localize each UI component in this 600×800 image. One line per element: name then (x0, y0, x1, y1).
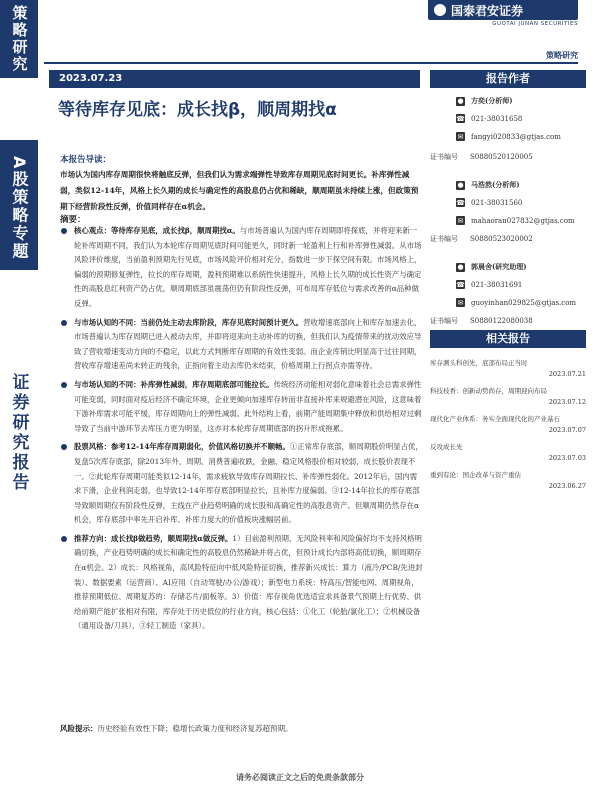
summary-bullet-style (56, 440, 424, 528)
cert-label: 证书编号 (430, 153, 458, 161)
author-name-row (456, 262, 527, 272)
guide-text: 市场认为国内库存周期很快将触底反弹，但我们认为需求端弹性导致库存周期见底时间更长。补库弹性减弱，类似12-14年，风格上长久期的成长与确定性的高股息仍占优和稀缺，顺周期虽未持续上涨，但政策预期下经营阶段性反弹，价值同样存在α机会。 (60, 170, 419, 211)
related-report-date: 2023.07.07 (548, 426, 586, 434)
related-report-title[interactable]: 现代化产业体系：务实全面现代化的产业基石 (430, 415, 560, 423)
logo-mark-icon (434, 4, 446, 16)
person-icon: ● (457, 263, 464, 271)
cert-number: S0880523020002 (470, 235, 533, 243)
bullet-text: 1）目前盈利预期、无风险利率和风险偏好均不支持风格明确切换，产业趋势明确的成长和确定性的高股息仍然稀缺并将占优，但预计成长内部将高低切换，顺周期存在α机会。2）成长：风格视角，高风险特征向中低风险特征切换，推荐新兴成长：算力（液冷/PCB/先进封装）、数据要素（运营商）、AI应用（自动驾驶/办公/游戏）；新型电力系统：特高压/智能电网、周期视角，推荐预期低位、周期复苏的：存储芯片/面板等。3）价值：库存视角优选适宜求具备景气预期上行优势、供给前期产能扩张相对有限，库存处于历史低位的行业方向，核心包括：①化工（轮胎/氯化工）；②机械设备（通用设备/刀具）、③轻工制造（家具）。 (74, 533, 423, 631)
related-report-item[interactable] (430, 470, 586, 492)
logo-chinese-name: 国泰君安证券 (451, 3, 524, 18)
author-name-row (456, 96, 513, 106)
related-reports-panel (430, 330, 586, 498)
author-card (430, 260, 586, 340)
related-report-title[interactable]: 库存测头科创先，底部布局正当时 (430, 359, 528, 367)
authors-panel (430, 70, 586, 340)
author-email[interactable]: mahaoran027832@gtjas.com (471, 216, 575, 225)
person-icon: ● (457, 97, 464, 105)
related-report-title[interactable]: 重到有论：国企改革与资产重估 (430, 471, 521, 479)
phone-icon: ☎ (456, 280, 465, 289)
author-email-row[interactable] (456, 298, 576, 307)
bullet-text: 与市场普遍认为国内库存周期即将探底，并将迎来新一轮补库周期不同，我们认为本轮库存周期见底时间可能更久，同时新一轮盈利上行和补库弹性减弱。从市场风险评价维度，当前盈利预期先行见底，市场风险评价相对充分，指数进一步下探空间有限。市场风格上，偏弱的预期修复弹性，拉长的库存周期，盈利预期难以系统性快速提升，风格上长久期的成长性资产与确定性的高股息红利资产仍占优，顺周期底部虽震荡但仍有阶段性反弹，可布局库存低位与需求改善的α品种做反弹。 (74, 226, 422, 308)
bullet-text: 营收增速底部向上和库存加速去化，市场普遍认为库存周期已进入被动去库，并即将迎来向主动补库的切换，但我们认为疫情带来的扰动效应导致了营收增速变动方向的不稳定，以此方式判断库存周期的有效性变弱。而企业库销比明显高于过往同期，营收库存增速差尚未转正的残余，正指向着主动去库仍未结束，价格周期上行拐点亦需等待。 (74, 317, 422, 371)
author-phone: 021-38031658 (471, 114, 523, 123)
authors-heading: 报告作者 (430, 70, 586, 88)
author-email[interactable]: fangyi020833@gtjas.com (471, 132, 561, 141)
related-report-title[interactable]: 科技枝香：创新动势尚存，周期迎向布局 (430, 387, 547, 395)
phone-icon: ☎ (456, 198, 465, 207)
risk-label: 风险提示： (60, 724, 98, 733)
phone-icon: ☎ (456, 114, 465, 123)
risk-text: 历史经验有效性下降；稳增长政策力度和经济复苏超预期。 (97, 724, 293, 733)
risk-warning (60, 722, 420, 736)
summary-bullet-core (56, 224, 424, 312)
author-cert-row (430, 234, 533, 244)
sidebar-category-label: 策略研究 (0, 0, 38, 78)
author-phone: 021-38031560 (471, 198, 523, 207)
person-icon: ● (457, 181, 464, 189)
author-phone-row (456, 114, 522, 123)
author-cert-row (430, 152, 533, 162)
author-email-row[interactable] (456, 216, 575, 225)
cert-label: 证书编号 (430, 235, 458, 243)
sidebar-report-type-label: 证券研究报告 (0, 370, 38, 495)
report-date: 2023.07.23 (49, 70, 420, 88)
related-report-item[interactable] (430, 414, 586, 436)
related-report-date: 2023.06.27 (548, 482, 586, 490)
bullet-lead: 核心观点：等待库存见底，成长找β，顺周期找α。 (74, 226, 240, 235)
summary-label: 摘要： (60, 215, 86, 225)
author-name: 郭晨舍(研究助理) (471, 262, 527, 271)
author-name: 方奕(分析师) (471, 96, 513, 105)
related-report-date: 2023.07.21 (548, 370, 586, 378)
page-header (38, 0, 600, 48)
author-phone: 021-38031691 (471, 280, 523, 289)
related-report-title[interactable]: 反攻成长先 (430, 443, 463, 451)
summary-bullet-difference-1 (56, 316, 424, 374)
author-phone-row (456, 198, 522, 207)
sidebar-series-label: A股策略专题 (0, 140, 38, 270)
bullet-lead: 股票风格：参考12-14年库存周期弱化，价值风格切换并不顺畅。 (74, 442, 290, 452)
bullet-lead: 推荐方向：成长找β做趋势，顺周期找α做反弹。 (74, 533, 233, 543)
company-logo (428, 0, 578, 20)
bullet-text: ①正常库存底部，顺周期股价明显占优，复盘5次库存底部，除2013年外，周期、消费普遍收跌，金融、稳定风格股价相对较弱，成长股价表现不一。②此轮库存周期可能类似12-14年，需求疲软导致库存周期拉长、补库弹性弱化。2012年后，国内需求下滑，企业利润走弱，也导致12-14年库存底部明显拉长，且补库力度偏弱。③12-14年拉长的库存底部导致顺周期仅有阶段性反弹，主线在产业趋势明确的成长股和高确定性的高股息资产。但顺周期仍然存在α机会，库存底部中率先开启补库、补库力度大的价值板块涨幅居前。 (74, 442, 423, 525)
related-report-date: 2023.07.12 (548, 398, 586, 406)
bullet-lead: 与市场认知的不同：当前仍处主动去库阶段，库存见底时间预计更久。 (74, 317, 304, 327)
disclaimer-footer: 请务必阅读正文之后的免责条款部分 (236, 772, 364, 782)
report-category: 策略研究 (546, 51, 578, 60)
header-divider (44, 62, 578, 64)
report-title: 等待库存见底：成长找β，顺周期找α (58, 100, 337, 120)
left-sidebar (0, 0, 38, 800)
guide-label: 本报告导读： (60, 155, 112, 165)
logo-english-name: GUOTAI JUNAN SECURITIES (492, 21, 578, 27)
author-name-row (456, 180, 520, 190)
bullet-text: 传统经济动能相对弱化意味着社会总需求弹性可能变弱，同时面对疫后经济不确定环境，企业更倾向加速库存转而非直接补库来规避潜在风险，这意味着下游补库需求可能平缓，库存周期向上的弹性减弱。此外结构上看，前期产能周期集中释放和供给相对过剩导致了当前中游环节去库压力更为明显，这亦对本轮库存周期底部的拐升形成拖累。 (74, 379, 422, 433)
author-phone-row (456, 280, 522, 289)
author-cert-row (430, 316, 533, 326)
author-email-row[interactable] (456, 132, 561, 141)
author-email[interactable]: guoyinhan029825@gtjas.com (471, 298, 577, 307)
cert-number: S0880122080038 (470, 317, 533, 325)
author-card (430, 88, 586, 174)
related-heading: 相关报告 (430, 330, 586, 348)
related-report-item[interactable] (430, 358, 586, 380)
email-icon: ✉ (457, 298, 464, 307)
summary-bullet-recommendation (56, 532, 424, 634)
author-card (430, 174, 586, 260)
cert-label: 证书编号 (430, 317, 458, 325)
bullet-lead: 与市场认知的不同：补库弹性减弱，库存周期底部可能拉长。 (74, 379, 274, 389)
email-icon: ✉ (457, 132, 464, 141)
summary-bullets (56, 224, 424, 638)
summary-bullet-difference-2 (56, 378, 424, 436)
related-report-date: 2023.07.03 (548, 454, 586, 462)
author-name: 马浩然(分析师) (471, 180, 520, 189)
related-report-item[interactable] (430, 386, 586, 408)
email-icon: ✉ (457, 216, 464, 225)
cert-number: S0880520120005 (470, 153, 533, 161)
related-report-item[interactable] (430, 442, 586, 464)
